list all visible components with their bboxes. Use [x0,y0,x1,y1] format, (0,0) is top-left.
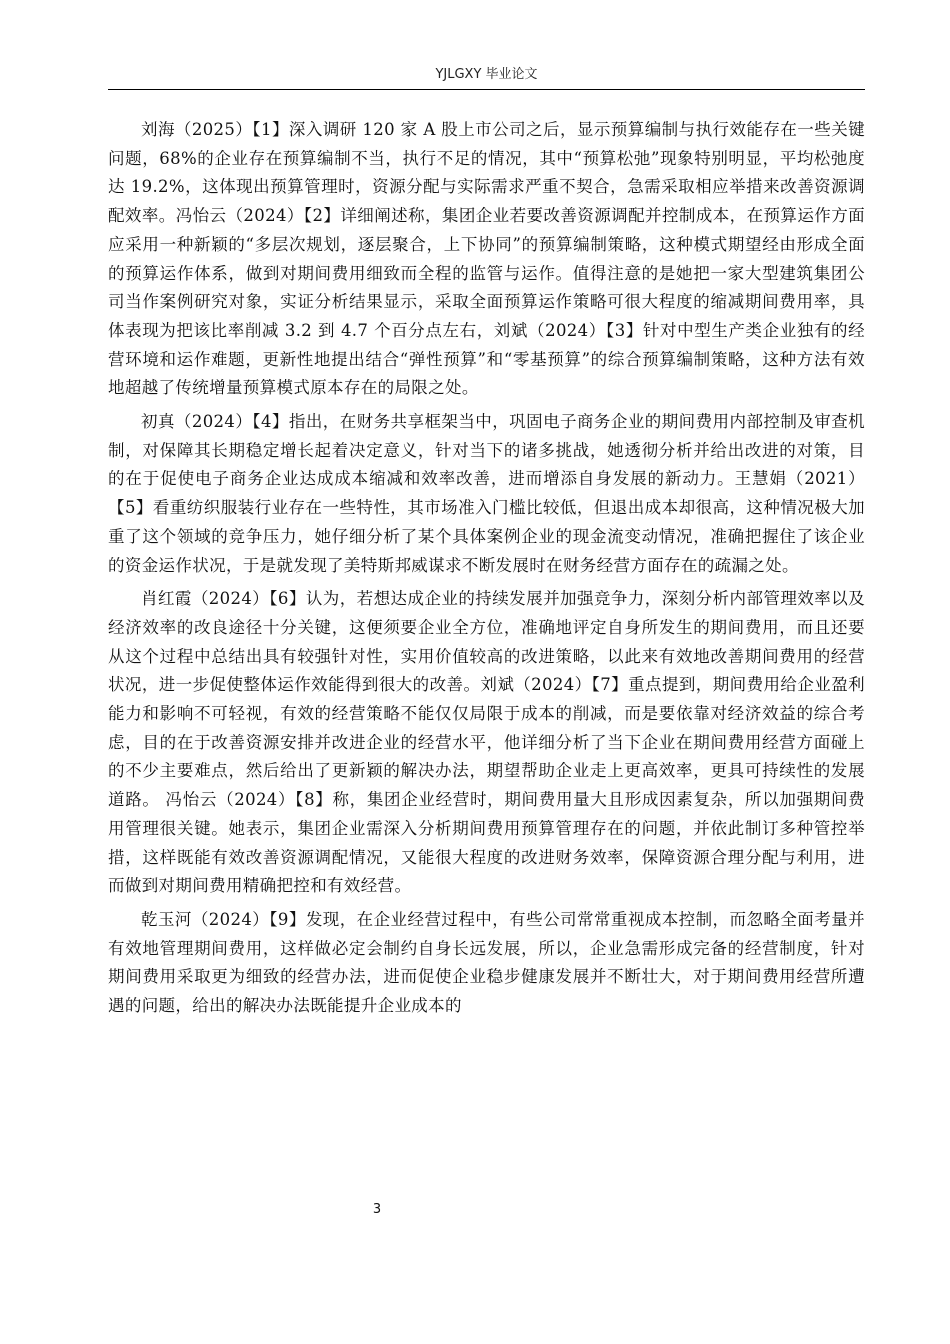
body-text [108,116,865,1021]
paragraph-1: 刘海（2025）【1】深入调研 120 家 A 股上市公司之后，显示预算编制与执行效能存在一些关键问题，68%的企业存在预算编制不当，执行不足的情况，其中“预算松弛”现象特别明显，平均松弛度达 19.2%，这体现出预算管理时，资源分配与实际需求严重不契合，急需采取相应举措来改善资源调配效率。冯怡云（2024）【2】详细阐述称，集团企业若要改善资源调配并控制成本，在预算运作方面应采用一种新颖的“多层次规划，逐层聚合，上下协同”的预算编制策略，这种模式期望经由形成全面的预算运作体系，做到对期间费用细致而全程的监管与运作。值得注意的是她把一家大型建筑集团公司当作案例研究对象，实证分析结果显示，采取全面预算运作策略可很大程度的缩减期间费用率，具体表现为把该比率削减 3.2 到 4.7 个百分点左右，刘斌（2024）【3】针对中型生产类企业独有的经营环境和运作难题，更新性地提出结合“弹性预算”和“零基预算”的综合预算编制策略，这种方法有效地超越了传统增量预算模式原本存在的局限之处。 [108,120,865,398]
header-rule [108,89,865,90]
page-number: 3 [372,1202,382,1217]
running-header: YJLGXY 毕业论文 [435,67,538,82]
paragraph-2: 初真（2024）【4】指出，在财务共享框架当中，巩固电子商务企业的期间费用内部控制及审查机制，对保障其长期稳定增长起着决定意义，针对当下的诸多挑战，她透彻分析并给出改进的对策，目的在于促使电子商务企业达成成本缩减和效率改善，进而增添自身发展的新动力。王慧娟（2021）【5】看重纺织服装行业存在一些特性，其市场准入门槛比较低，但退出成本却很高，这种情况极大加重了这个领域的竞争压力，她仔细分析了某个具体案例企业的现金流变动情况，准确把握住了该企业的资金运作状况，于是就发现了美特斯邦威谋求不断发展时在财务经营方面存在的疏漏之处。 [108,412,865,575]
paragraph-3: 肖红霞（2024）【6】认为，若想达成企业的持续发展并加强竞争力，深刻分析内部管理效率以及经济效率的改良途径十分关键，这便须要企业全方位，准确地评定自身所发生的期间费用，而且还要从这个过程中总结出具有较强针对性，实用价值较高的改进策略，以此来有效地改善期间费用的经营状况，进一步促使整体运作效能得到很大的改善。刘斌（2024）【7】重点提到，期间费用给企业盈利能力和影响不可轻视，有效的经营策略不能仅仅局限于成本的削减，而是要依靠对经济效益的综合考虑，目的在于改善资源安排并改进企业的经营水平，他详细分析了当下企业在期间费用经营方面碰上的不少主要难点，然后给出了更新颖的解决办法，期望帮助企业走上更高效率，更具可持续性的发展道路。 冯怡云（2024）【8】称，集团企业经营时，期间费用量大且形成因素复杂，所以加强期间费用管理很关键。她表示，集团企业需深入分析期间费用预算管理存在的问题，并依此制订多种管控举措，这样既能有效改善资源调配情况，又能很大程度的改进财务效率，保障资源合理分配与利用，进而做到对期间费用精确把控和有效经营。 [108,589,865,896]
paragraph-4: 乾玉河（2024）【9】发现，在企业经营过程中，有些公司常常重视成本控制，而忽略全面考量并有效地管理期间费用，这样做必定会制约自身长远发展，所以，企业急需形成完备的经营制度，针对期间费用采取更为细致的经营办法，进而促使企业稳步健康发展并不断壮大，对于期间费用经营所遭遇的问题，给出的解决办法既能提升企业成本的 [108,909,865,1016]
